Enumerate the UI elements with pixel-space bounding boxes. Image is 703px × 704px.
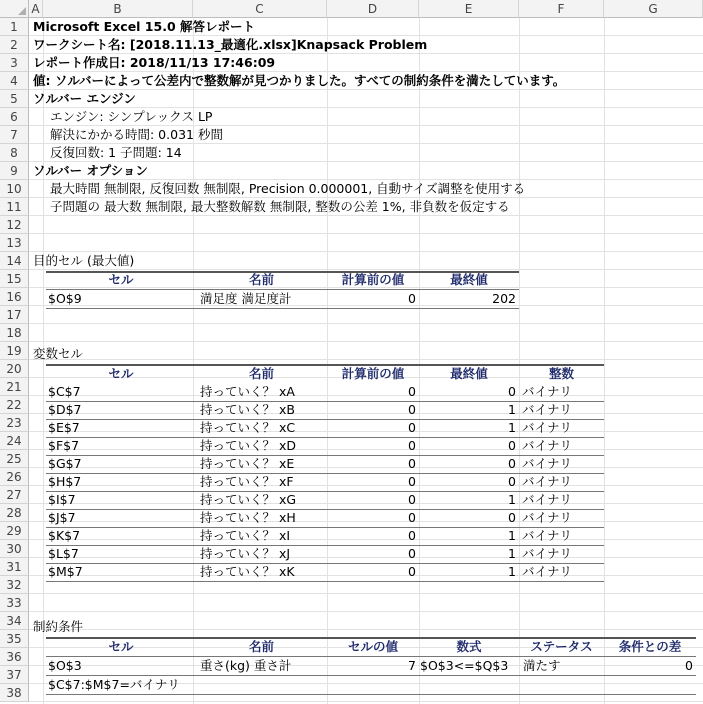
constraint-cell[interactable]: $O$3 bbox=[48, 658, 82, 673]
constraint-formula[interactable]: $O$3<=$Q$3 bbox=[420, 658, 509, 673]
row-header-8[interactable]: 8 bbox=[0, 144, 29, 162]
variables-header-before: 計算前の値 bbox=[341, 366, 405, 381]
variable-name[interactable]: 持っていく？ xI bbox=[200, 528, 291, 543]
row-header-19[interactable]: 19 bbox=[0, 342, 29, 360]
column-header-g[interactable]: G bbox=[604, 0, 703, 18]
row-header-30[interactable]: 30 bbox=[0, 540, 29, 558]
variable-before[interactable]: 0 bbox=[408, 384, 416, 399]
variable-name[interactable]: 持っていく？ xD bbox=[200, 438, 296, 453]
constraint-value[interactable]: 7 bbox=[408, 658, 416, 673]
variable-cell[interactable]: $G$7 bbox=[48, 456, 82, 471]
variable-final[interactable]: 1 bbox=[508, 564, 516, 579]
variable-integer[interactable]: バイナリ bbox=[522, 402, 573, 417]
row-header-7[interactable]: 7 bbox=[0, 126, 29, 144]
constraint-binary[interactable]: $C$7:$M$7=バイナリ bbox=[48, 677, 180, 692]
row-header-13[interactable]: 13 bbox=[0, 234, 29, 252]
variable-cell[interactable]: $I$7 bbox=[48, 492, 76, 507]
objective-header-before: 計算前の値 bbox=[341, 272, 405, 287]
variable-final[interactable]: 0 bbox=[508, 474, 516, 489]
variable-cell[interactable]: $M$7 bbox=[48, 564, 83, 579]
row-header-10[interactable]: 10 bbox=[0, 180, 29, 198]
constraints-title: 制約条件 bbox=[33, 619, 84, 634]
variable-before[interactable]: 0 bbox=[408, 510, 416, 525]
constraints-header-cell: セル bbox=[108, 639, 134, 654]
row-header-2[interactable]: 2 bbox=[0, 36, 29, 54]
row-header-34[interactable]: 34 bbox=[0, 612, 29, 630]
column-header-a[interactable]: A bbox=[29, 0, 43, 18]
constraints-header-formula: 数式 bbox=[456, 639, 482, 654]
variable-before[interactable]: 0 bbox=[408, 528, 416, 543]
variable-final[interactable]: 0 bbox=[508, 456, 516, 471]
engine-type: エンジン: シンプレックス LP bbox=[50, 109, 213, 124]
objective-before[interactable]: 0 bbox=[408, 291, 416, 306]
objective-title: 目的セル (最大値) bbox=[33, 253, 135, 268]
row-header-4[interactable]: 4 bbox=[0, 72, 29, 90]
variables-header-integer: 整数 bbox=[548, 366, 574, 381]
variable-integer[interactable]: バイナリ bbox=[522, 564, 573, 579]
row-header-1[interactable]: 1 bbox=[0, 18, 29, 36]
variable-final[interactable]: 0 bbox=[508, 384, 516, 399]
variables-header-name: 名前 bbox=[248, 366, 274, 381]
row-header-14[interactable]: 14 bbox=[0, 252, 29, 270]
row-header-33[interactable]: 33 bbox=[0, 594, 29, 612]
variable-cell[interactable]: $H$7 bbox=[48, 474, 82, 489]
row-header-9[interactable]: 9 bbox=[0, 162, 29, 180]
variable-before[interactable]: 0 bbox=[408, 420, 416, 435]
variable-name[interactable]: 持っていく？ xK bbox=[200, 564, 295, 579]
column-header-d[interactable]: D bbox=[327, 0, 419, 18]
variables-title: 変数セル bbox=[33, 346, 84, 361]
variable-cell[interactable]: $L$7 bbox=[48, 546, 79, 561]
variable-final[interactable]: 1 bbox=[508, 420, 516, 435]
variable-integer[interactable]: バイナリ bbox=[522, 384, 573, 399]
row-header-15[interactable]: 15 bbox=[0, 270, 29, 288]
objective-header-name: 名前 bbox=[248, 272, 274, 287]
objective-final[interactable]: 202 bbox=[492, 291, 516, 306]
variable-integer[interactable]: バイナリ bbox=[522, 510, 573, 525]
variable-before[interactable]: 0 bbox=[408, 546, 416, 561]
variable-cell[interactable]: $K$7 bbox=[48, 528, 81, 543]
row-header-22[interactable]: 22 bbox=[0, 396, 29, 414]
variable-before[interactable]: 0 bbox=[408, 402, 416, 417]
options-line-2: 子問題の 最大数 無制限, 最大整数解数 無制限, 整数の公差 1%, 非負数を仮定する bbox=[50, 199, 510, 214]
variable-before[interactable]: 0 bbox=[408, 456, 416, 471]
variable-cell[interactable]: $C$7 bbox=[48, 384, 81, 399]
row-header-5[interactable]: 5 bbox=[0, 90, 29, 108]
variable-before[interactable]: 0 bbox=[408, 492, 416, 507]
objective-cell[interactable]: $O$9 bbox=[48, 291, 82, 306]
variable-final[interactable]: 1 bbox=[508, 528, 516, 543]
column-header-b[interactable]: B bbox=[43, 0, 193, 18]
variable-final[interactable]: 0 bbox=[508, 438, 516, 453]
variable-cell[interactable]: $J$7 bbox=[48, 510, 76, 525]
row-header-6[interactable]: 6 bbox=[0, 108, 29, 126]
row-header-28[interactable]: 28 bbox=[0, 504, 29, 522]
column-header-c[interactable]: C bbox=[193, 0, 327, 18]
objective-header-final: 最終値 bbox=[450, 272, 488, 287]
constraint-name[interactable]: 重さ(kg) 重さ計 bbox=[200, 658, 292, 673]
column-header-e[interactable]: E bbox=[419, 0, 519, 18]
variable-before[interactable]: 0 bbox=[408, 438, 416, 453]
row-header-27[interactable]: 27 bbox=[0, 486, 29, 504]
result-message: 値: ソルバーによって公差内で整数解が見つかりました。すべての制約条件を満たしています。 bbox=[33, 73, 566, 88]
variable-name[interactable]: 持っていく？ xF bbox=[200, 474, 294, 489]
variable-final[interactable]: 1 bbox=[508, 402, 516, 417]
row-header-24[interactable]: 24 bbox=[0, 432, 29, 450]
options-line-1: 最大時間 無制限, 反復回数 無制限, Precision 0.000001, 自動サイズ調整を使用する bbox=[50, 181, 526, 196]
row-header-20[interactable]: 20 bbox=[0, 360, 29, 378]
variable-cell[interactable]: $F$7 bbox=[48, 438, 80, 453]
row-header-26[interactable]: 26 bbox=[0, 468, 29, 486]
row-header-12[interactable]: 12 bbox=[0, 216, 29, 234]
variables-header-cell: セル bbox=[108, 366, 134, 381]
report-title: Microsoft Excel 15.0 解答レポート bbox=[33, 19, 255, 34]
row-header-3[interactable]: 3 bbox=[0, 54, 29, 72]
variable-final[interactable]: 1 bbox=[508, 492, 516, 507]
variable-integer[interactable]: バイナリ bbox=[522, 456, 573, 471]
variable-cell[interactable]: $E$7 bbox=[48, 420, 80, 435]
constraints-header-value: セルの値 bbox=[347, 639, 398, 654]
variable-integer[interactable]: バイナリ bbox=[522, 492, 573, 507]
variable-name[interactable]: 持っていく？ xJ bbox=[200, 546, 291, 561]
variables-header-final: 最終値 bbox=[450, 366, 488, 381]
row-header-16[interactable]: 16 bbox=[0, 288, 29, 306]
variable-name[interactable]: 持っていく？ xG bbox=[200, 492, 297, 507]
constraint-slack[interactable]: 0 bbox=[685, 658, 693, 673]
constraints-header-slack: 条件との差 bbox=[618, 639, 682, 654]
row-header-32[interactable]: 32 bbox=[0, 576, 29, 594]
row-header-11[interactable]: 11 bbox=[0, 198, 29, 216]
variable-before[interactable]: 0 bbox=[408, 564, 416, 579]
constraint-status[interactable]: 満たす bbox=[523, 658, 561, 673]
variable-name[interactable]: 持っていく？ xE bbox=[200, 456, 295, 471]
options-section-title: ソルバー オプション bbox=[33, 163, 148, 178]
row-header-17[interactable]: 17 bbox=[0, 306, 29, 324]
constraints-header-status: ステータス bbox=[530, 639, 593, 654]
column-header-f[interactable]: F bbox=[519, 0, 604, 18]
objective-header-cell: セル bbox=[108, 272, 134, 287]
report-date: レポート作成日: 2018/11/13 17:46:09 bbox=[33, 55, 276, 70]
variable-cell[interactable]: $D$7 bbox=[48, 402, 82, 417]
row-header-36[interactable]: 36 bbox=[0, 648, 29, 666]
objective-name[interactable]: 満足度 満足度計 bbox=[200, 291, 292, 306]
engine-section-title: ソルバー エンジン bbox=[33, 91, 136, 106]
constraints-header-name: 名前 bbox=[248, 639, 274, 654]
worksheet-name: ワークシート名: [2018.11.13_最適化.xlsx]Knapsack Problem bbox=[33, 37, 428, 52]
row-header-25[interactable]: 25 bbox=[0, 450, 29, 468]
row-header-29[interactable]: 29 bbox=[0, 522, 29, 540]
variable-before[interactable]: 0 bbox=[408, 474, 416, 489]
variable-integer[interactable]: バイナリ bbox=[522, 474, 573, 489]
row-header-18[interactable]: 18 bbox=[0, 324, 29, 342]
variable-final[interactable]: 0 bbox=[508, 510, 516, 525]
variable-integer[interactable]: バイナリ bbox=[522, 420, 573, 435]
row-header-38[interactable]: 38 bbox=[0, 684, 29, 702]
variable-final[interactable]: 1 bbox=[508, 546, 516, 561]
variable-integer[interactable]: バイナリ bbox=[522, 546, 573, 561]
variable-name[interactable]: 持っていく？ xH bbox=[200, 510, 296, 525]
row-header-21[interactable]: 21 bbox=[0, 378, 29, 396]
variable-name[interactable]: 持っていく？ xB bbox=[200, 402, 295, 417]
row-header-35[interactable]: 35 bbox=[0, 630, 29, 648]
row-header-23[interactable]: 23 bbox=[0, 414, 29, 432]
row-header-37[interactable]: 37 bbox=[0, 666, 29, 684]
variable-name[interactable]: 持っていく？ xC bbox=[200, 420, 296, 435]
variable-integer[interactable]: バイナリ bbox=[522, 438, 573, 453]
select-all-corner[interactable] bbox=[0, 0, 29, 18]
variable-integer[interactable]: バイナリ bbox=[522, 528, 573, 543]
variable-name[interactable]: 持っていく？ xA bbox=[200, 384, 295, 399]
iterations: 反復回数: 1 子問題: 14 bbox=[50, 145, 182, 160]
solve-time: 解決にかかる時間: 0.031 秒間 bbox=[50, 127, 223, 142]
row-header-31[interactable]: 31 bbox=[0, 558, 29, 576]
